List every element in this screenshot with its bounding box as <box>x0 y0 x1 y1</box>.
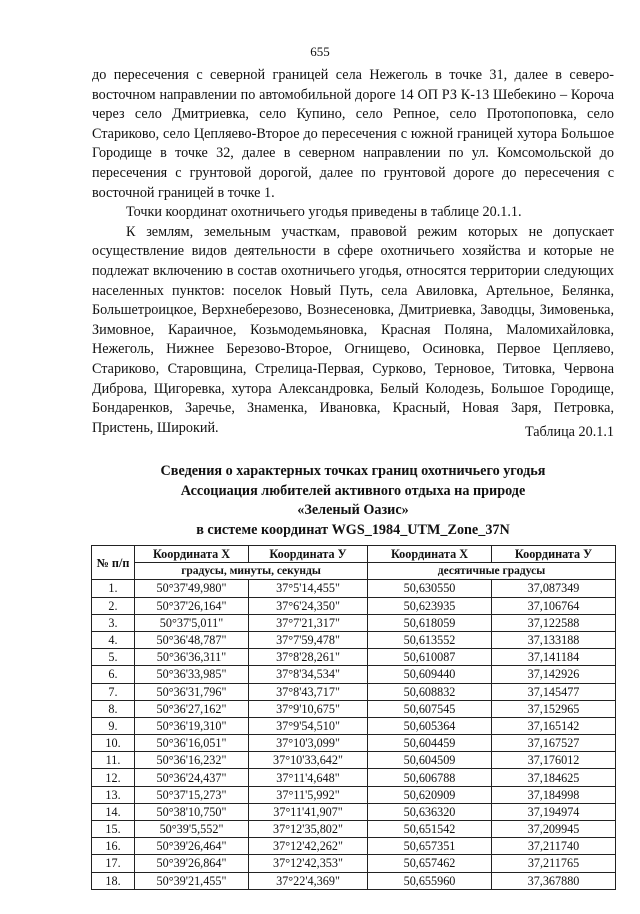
cell-x-decimal: 50,604509 <box>368 752 492 769</box>
cell-y-dms: 37°6'24,350" <box>249 597 368 614</box>
cell-number: 8. <box>92 700 135 717</box>
table-row <box>92 855 616 872</box>
cell-y-dms: 37°10'33,642" <box>249 752 368 769</box>
table-subheader-row <box>92 563 616 580</box>
cell-number: 13. <box>92 786 135 803</box>
cell-number: 5. <box>92 649 135 666</box>
table-row <box>92 666 616 683</box>
cell-y-decimal: 37,167527 <box>492 735 616 752</box>
cell-x-decimal: 50,620909 <box>368 786 492 803</box>
cell-x-dms: 50°36'31,796" <box>135 683 249 700</box>
table-label: Таблица 20.1.1 <box>524 424 614 440</box>
cell-x-decimal: 50,657351 <box>368 838 492 855</box>
cell-y-dms: 37°12'42,353" <box>249 855 368 872</box>
cell-number: 7. <box>92 683 135 700</box>
cell-x-dms: 50°36'24,437" <box>135 769 249 786</box>
cell-y-dms: 37°8'28,261" <box>249 649 368 666</box>
table-row <box>92 821 616 838</box>
cell-x-decimal: 50,605364 <box>368 717 492 734</box>
cell-x-dms: 50°37'15,273" <box>135 786 249 803</box>
cell-number: 2. <box>92 597 135 614</box>
table-row <box>92 631 616 648</box>
table-title-line: «Зеленый Оазис» <box>297 502 409 518</box>
table-row <box>92 786 616 803</box>
cell-x-dms: 50°38'10,750" <box>135 803 249 820</box>
cell-x-decimal: 50,630550 <box>368 580 492 597</box>
cell-number: 3. <box>92 614 135 631</box>
table-row <box>92 683 616 700</box>
cell-y-decimal: 37,152965 <box>492 700 616 717</box>
cell-number: 14. <box>92 803 135 820</box>
paragraph-boundary-description: до пересечения с северной границей села Нежеголь в точке 31, далее в северо-восточном направлении по автомобильной дороге 14 ОП РЗ К-13 Шебекино – Короча через село Дмитриевка, село Купино, село Репное, село Протопоповка, село Стариково, село Цепляево-Второе до пересечения с южной границей хутора Большое Городище в точке 32, далее в северном направлении по ул. Комсомольской до пересечения с грунтовой дорогой, далее по грунтовой дороге до пересечения с восточной границей в точке 1. <box>92 67 614 201</box>
header-coordinate-x: Координата X <box>135 546 249 563</box>
table-title-line: в системе координат WGS_1984_UTM_Zone_37N <box>196 521 510 538</box>
page-number: 655 <box>310 44 330 59</box>
cell-number: 17. <box>92 855 135 872</box>
table-row <box>92 872 616 889</box>
cell-y-dms: 37°5'14,455" <box>249 580 368 597</box>
table-title-line: Ассоциация любителей активного отдыха на природе <box>180 482 526 499</box>
cell-number: 1. <box>92 580 135 597</box>
subheader-decimal: десятичные градусы <box>368 563 616 580</box>
cell-y-dms: 37°22'4,369" <box>249 872 368 889</box>
cell-y-dms: 37°11'5,992" <box>249 786 368 803</box>
cell-y-decimal: 37,209945 <box>492 821 616 838</box>
cell-y-dms: 37°12'35,802" <box>249 821 368 838</box>
cell-number: 9. <box>92 717 135 734</box>
cell-x-dms: 50°36'36,311" <box>135 649 249 666</box>
cell-y-decimal: 37,211765 <box>492 855 616 872</box>
header-coordinate-x-decimal: Координата X <box>368 546 492 563</box>
cell-y-dms: 37°9'10,675" <box>249 700 368 717</box>
cell-y-dms: 37°10'3,099" <box>249 735 368 752</box>
cell-y-decimal: 37,165142 <box>492 717 616 734</box>
cell-y-dms: 37°8'43,717" <box>249 683 368 700</box>
cell-number: 6. <box>92 666 135 683</box>
cell-y-decimal: 37,367880 <box>492 872 616 889</box>
table-row <box>92 752 616 769</box>
table-row <box>92 735 616 752</box>
cell-x-decimal: 50,657462 <box>368 855 492 872</box>
cell-x-decimal: 50,636320 <box>368 803 492 820</box>
cell-y-dms: 37°11'41,907" <box>249 803 368 820</box>
cell-y-decimal: 37,141184 <box>492 649 616 666</box>
cell-x-decimal: 50,610087 <box>368 649 492 666</box>
cell-y-decimal: 37,211740 <box>492 838 616 855</box>
cell-y-decimal: 37,194974 <box>492 803 616 820</box>
table-header-row <box>92 546 616 563</box>
cell-x-dms: 50°39'5,552" <box>135 821 249 838</box>
cell-y-decimal: 37,142926 <box>492 666 616 683</box>
cell-y-decimal: 37,184998 <box>492 786 616 803</box>
cell-x-decimal: 50,618059 <box>368 614 492 631</box>
cell-x-dms: 50°36'48,787" <box>135 631 249 648</box>
header-coordinate-y-decimal: Координата У <box>492 546 616 563</box>
cell-y-decimal: 37,184625 <box>492 769 616 786</box>
cell-number: 15. <box>92 821 135 838</box>
table-row <box>92 614 616 631</box>
cell-x-dms: 50°36'16,232" <box>135 752 249 769</box>
cell-y-decimal: 37,122588 <box>492 614 616 631</box>
cell-y-dms: 37°11'4,648" <box>249 769 368 786</box>
header-coordinate-y: Координата У <box>249 546 368 563</box>
table-row <box>92 700 616 717</box>
cell-y-dms: 37°12'42,262" <box>249 838 368 855</box>
cell-y-decimal: 37,106764 <box>492 597 616 614</box>
cell-y-decimal: 37,145477 <box>492 683 616 700</box>
table-row <box>92 597 616 614</box>
cell-y-dms: 37°9'54,510" <box>249 717 368 734</box>
cell-number: 10. <box>92 735 135 752</box>
table-title-line: Сведения о характерных точках границ охотничьего угодья <box>160 463 546 479</box>
cell-x-dms: 50°36'27,162" <box>135 700 249 717</box>
cell-y-dms: 37°8'34,534" <box>249 666 368 683</box>
table-row <box>92 838 616 855</box>
cell-x-dms: 50°37'26,164" <box>135 597 249 614</box>
cell-y-dms: 37°7'21,317" <box>249 614 368 631</box>
cell-number: 16. <box>92 838 135 855</box>
table-row <box>92 803 616 820</box>
paragraph-table-reference: Точки координат охотничьего угодья приведены в таблице 20.1.1. <box>126 204 522 221</box>
cell-number: 18. <box>92 872 135 889</box>
cell-number: 4. <box>92 631 135 648</box>
cell-x-decimal: 50,655960 <box>368 872 492 889</box>
cell-x-decimal: 50,606788 <box>368 769 492 786</box>
cell-x-decimal: 50,604459 <box>368 735 492 752</box>
cell-x-decimal: 50,609440 <box>368 666 492 683</box>
header-number: № п/п <box>92 546 135 580</box>
cell-x-dms: 50°39'21,455" <box>135 872 249 889</box>
subheader-dms: градусы, минуты, секунды <box>135 563 368 580</box>
cell-y-decimal: 37,176012 <box>492 752 616 769</box>
table-row <box>92 769 616 786</box>
cell-y-decimal: 37,087349 <box>492 580 616 597</box>
cell-number: 12. <box>92 769 135 786</box>
table-title <box>92 462 614 540</box>
cell-x-decimal: 50,608832 <box>368 683 492 700</box>
coordinates-table <box>91 545 616 890</box>
cell-x-dms: 50°39'26,864" <box>135 855 249 872</box>
cell-x-decimal: 50,607545 <box>368 700 492 717</box>
paragraph-excluded-lands: К землям, земельным участкам, правовой режим которых не допускает осуществление видов деятельности в сфере охотничьего хозяйства и которые не подлежат включению в состав охотничьего угодья, относятся территории следующих населенных пунктов: поселок Новый Путь, села Авиловка, Артельное, Белянка, Большетроицкое, Верхнеберезово, Вознесеновка, Дмитриевка, Заводцы, Зимовенька, Зимовное, Караичное, Козьмодемьяновка, Красная Поляна, Маломихайловка, Нежеголь, Нижнее Березово-Второе, Огнищево, Осиновка, Первое Цепляево, Стариково, Старовщина, Стрелица-Первая, Сурково, Терновое, Титовка, Червона Диброва, Щигоревка, хутора Александровка, Белый Колодезь, Большое Городище, Бондаренков, Заречье, Знаменка, Ивановка, Красный, Новая Заря, Петровка, Пристень, Широкий. <box>92 223 614 436</box>
table-body <box>92 580 616 889</box>
cell-x-dms: 50°37'49,980" <box>135 580 249 597</box>
cell-x-decimal: 50,651542 <box>368 821 492 838</box>
body-text <box>92 66 614 438</box>
cell-x-dms: 50°36'33,985" <box>135 666 249 683</box>
cell-x-decimal: 50,613552 <box>368 631 492 648</box>
table-row <box>92 580 616 597</box>
cell-number: 11. <box>92 752 135 769</box>
cell-x-dms: 50°39'26,464" <box>135 838 249 855</box>
cell-x-dms: 50°37'5,011" <box>135 614 249 631</box>
cell-x-dms: 50°36'19,310" <box>135 717 249 734</box>
cell-x-decimal: 50,623935 <box>368 597 492 614</box>
cell-y-dms: 37°7'59,478" <box>249 631 368 648</box>
table-row <box>92 649 616 666</box>
cell-x-dms: 50°36'16,051" <box>135 735 249 752</box>
table-row <box>92 717 616 734</box>
cell-y-decimal: 37,133188 <box>492 631 616 648</box>
